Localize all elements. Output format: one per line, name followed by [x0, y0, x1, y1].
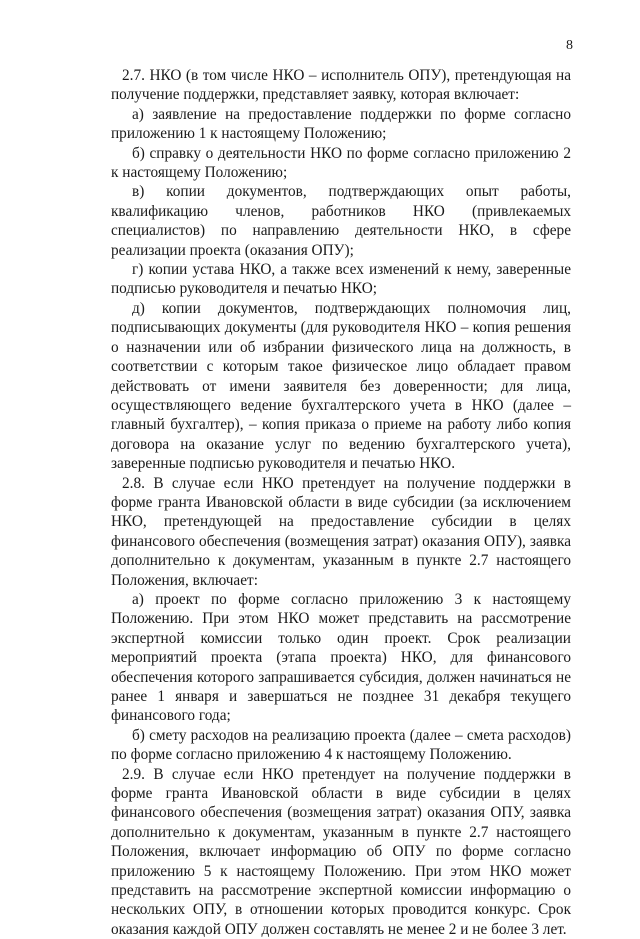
list-item-b: б) справку о деятельности НКО по форме согласно приложению 2 к настоящему Положению; — [111, 144, 571, 182]
list-item-d: д) копии документов, подтверждающих полномочия лиц, подписывающих документы (для руководителя НКО – копия решения о назначении или об избрании физического лица на должность, в соответствии с которым такое физическое лицо обладает правом действовать от имени заявителя без доверенности; для лица, осуществляющего ведение бухгалтерского учета в НКО (далее – главный бухгалтер), – копия приказа о приеме на работу либо копия договора на оказание услуг по ведению бухгалтерского учета), заверенные подписью руководителя и печатью НКО. — [111, 299, 571, 473]
list-item-v: в) копии документов, подтверждающих опыт работы, квалификацию членов, работников НКО (привлекаемых специалистов) по направлению деятельности НКО, в сфере реализации проекта (оказания ОПУ); — [111, 183, 571, 259]
list-item-a: а) заявление на предоставление поддержки по форме согласно приложению 1 к настоящему Положению; — [111, 105, 571, 143]
list-item-a-2-8: а) проект по форме согласно приложению 3 к настоящему Положению. При этом НКО может представить на рассмотрение экспертной комиссии только один проект. Срок реализации мероприятий проекта (этапа проекта) НКО, для финансового обеспечения которого запрашивается субсидия, должен начинаться не ранее 1 января и завершаться не позднее 31 декабря текущего финансового года; — [111, 590, 571, 725]
list-item-g: г) копии устава НКО, а также всех изменений к нему, заверенные подписью руководителя и печатью НКО; — [111, 261, 571, 298]
page-number: 8 — [566, 38, 573, 53]
paragraph-2-7: 2.7. НКО (в том числе НКО – исполнитель ОПУ), претендующая на получение поддержки, представляет заявку, которая включает: — [111, 67, 571, 104]
paragraph-2-9: 2.9. В случае если НКО претендует на получение поддержки в форме гранта Ивановской области в виде субсидии в целях финансового обеспечения (возмещения затрат) оказания ОПУ, заявка дополнительно к документам, указанным в пункте 2.7 настоящего Положения, включает информацию об ОПУ по форме согласно приложению 5 к настоящему Положению. При этом НКО может представить на рассмотрение экспертной комиссии информацию о нескольких ОПУ, в отношении которых проводится конкурс. Срок оказания каждой ОПУ должен составлять не менее 2 и не более 3 лет. — [111, 765, 571, 938]
paragraph-2-8: 2.8. В случае если НКО претендует на получение поддержки в форме гранта Ивановской области в виде субсидии (за исключением НКО, претендующей на предоставление субсидии в целях финансового обеспечения (возмещения затрат) оказания ОПУ), заявка дополнительно к документам, указанным в пункте 2.7 настоящего Положения, включает: — [111, 474, 571, 589]
list-item-b-2-8: б) смету расходов на реализацию проекта (далее – смета расходов) по форме согласно приложению 4 к настоящему Положению. — [111, 726, 571, 764]
document-body — [111, 66, 571, 939]
